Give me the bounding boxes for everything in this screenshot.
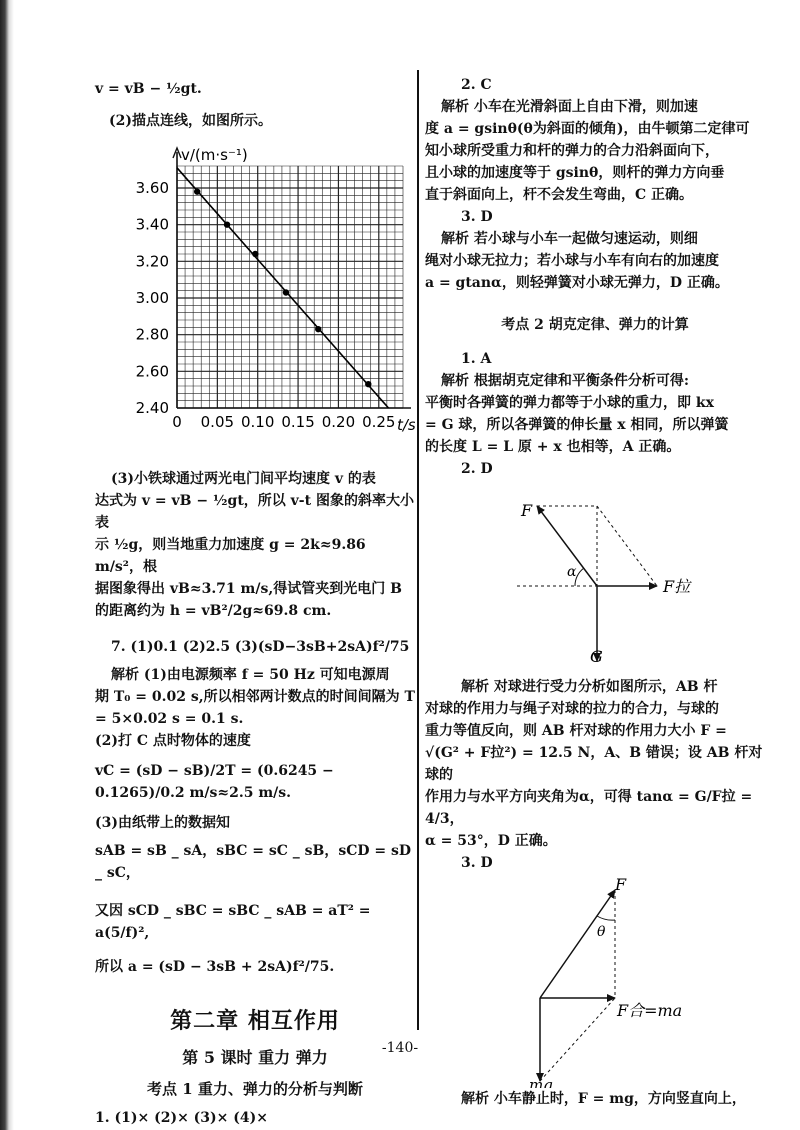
data-point [224, 221, 230, 227]
y-tick-label: 2.40 [135, 399, 169, 417]
y-tick-label: 3.20 [135, 252, 169, 271]
force-diagram-2-svg [425, 878, 765, 1088]
p2-q2-analysis-line6: α = 53°，D 正确。 [425, 833, 557, 849]
p2-q2-answer: 2. D [461, 461, 493, 477]
q7-analysis-line1: 解析 (1)由电源频率 f = 50 Hz 可知电源周 [111, 667, 390, 683]
binding-edge [0, 0, 22, 1130]
q7-analysis-line5: vC = (sD − sB)/2T = (0.6245 − 0.1265)/0.2 m/s≈2.5 m/s. [95, 763, 334, 801]
label-G: G [590, 647, 603, 666]
x-tick-label: 0.05 [200, 413, 235, 431]
p2-q1-analysis-line2: 平衡时各弹簧的弹力都等于小球的重力，即 kx [425, 395, 714, 411]
x-tick-label: 0 [172, 413, 182, 431]
p2-q1-analysis-line3: = G 球，所以各弹簧的伸长量 x 相同，所以弹簧 [425, 417, 729, 433]
right-column [425, 70, 765, 1110]
p2-q2-analysis-line3: 重力等值反向，则 AB 杆对球的作用力大小 F = [425, 723, 727, 739]
y-tick-label: 2.80 [135, 325, 169, 344]
data-point [283, 289, 289, 295]
column-divider [417, 70, 419, 1030]
data-point [315, 326, 321, 332]
data-point [252, 251, 258, 257]
q2-analysis-line4: 且小球的加速度等于 gsinθ，则杆的弹力方向垂 [425, 165, 725, 181]
p2-q1-analysis-line4: 的长度 L = L 原 + x 也相等，A 正确。 [425, 439, 681, 455]
vt-chart-svg [95, 136, 415, 466]
label-theta: θ [597, 924, 606, 940]
chapter-title: 第二章 相互作用 [170, 1008, 340, 1034]
part3-line2: 达式为 v = vB − ½gt，所以 v-t 图象的斜率大小表 [95, 493, 414, 531]
x-tick-label: 0.10 [241, 413, 275, 431]
q2-analysis-line1: 解析 小车在光滑斜面上自由下滑，则加速 [441, 99, 698, 115]
p2-q2-analysis-line5: 作用力与水平方向夹角为α，可得 tanα = G/F拉 = 4/3， [425, 789, 753, 827]
q7-analysis-line7: sAB = sB _ sA，sBC = sC _ sB，sCD = sD _ sC， [95, 843, 412, 881]
q7-analysis-line9: 所以 a = (sD − 3sB + 2sA)f²/75. [95, 959, 335, 975]
x-axis-label: t/s [397, 416, 415, 434]
label-Fhe: F合=ma [617, 1001, 683, 1020]
q7-analysis-line6: (3)由纸带上的数据知 [95, 815, 230, 831]
x-tick-label: 0.15 [281, 413, 315, 431]
part3-line5: 的距离约为 h = vB²/2g≈69.8 cm. [95, 603, 332, 619]
part3-line4: 据图象得出 vB≈3.71 m/s,得试管夹到光电门 B [95, 581, 402, 597]
p2-q2-analysis-line1: 解析 对球进行受力分析如图所示，AB 杆 [461, 679, 718, 695]
point1-title: 考点 1 重力、弹力的分析与判断 [147, 1080, 363, 1098]
y-tick-label: 2.60 [135, 362, 169, 381]
q2-analysis-line3: 知小球所受重力和杆的弹力的合力沿斜面向下， [425, 143, 719, 159]
q3-analysis-line2: 绳对小球无拉力；若小球与小车有向右的加速度 [425, 253, 719, 269]
step2-text: (2)描点连线，如图所示。 [109, 113, 272, 129]
p2-q1-analysis-line1: 解析 根据胡克定律和平衡条件分析可得: [441, 373, 690, 389]
vt-chart [95, 136, 415, 466]
dashed-diag [597, 506, 657, 586]
page-number: -140- [381, 1040, 419, 1056]
force-diagram-1 [425, 486, 765, 666]
point2-title: 考点 2 胡克定律、弹力的计算 [501, 317, 689, 333]
p2-q2-analysis-line4: √(G² + F拉²) = 12.5 N，A、B 错误；设 AB 杆对球的 [425, 745, 763, 783]
fit-line [177, 168, 388, 408]
q3-analysis-line1: 解析 若小球与小车一起做匀速运动，则细 [441, 231, 698, 247]
y-tick-label: 3.40 [135, 215, 169, 234]
label-F: F [521, 501, 533, 520]
x-tick-label: 0.20 [321, 413, 356, 431]
q2-analysis-line5: 直于斜面向上，杆不会发生弯曲，C 正确。 [425, 187, 694, 203]
p2-q1-answer: 1. A [461, 351, 492, 367]
label-mg: mg [529, 1076, 553, 1088]
y-tick-label: 3.60 [135, 179, 169, 197]
x-tick-label: 0.25 [362, 413, 396, 431]
label-F-2: F [615, 878, 627, 894]
p2-q3-analysis-line1: 解析 小车静止时，F = mg，方向竖直向上， [461, 1091, 746, 1107]
data-point [365, 381, 371, 387]
part3-line1: (3)小铁球通过两光电门间平均速度 v 的表 [111, 471, 376, 487]
data-point [194, 188, 200, 194]
angle-theta-arc [597, 916, 615, 920]
q3-analysis-line3: a = gtanα，则轻弹簧对小球无弹力，D 正确。 [425, 275, 729, 291]
label-alpha: α [567, 564, 577, 580]
q2-answer: 2. C [461, 77, 492, 93]
y-axis-label: v/(m·s⁻¹) [181, 146, 248, 164]
lesson-title: 第 5 课时 重力 弹力 [182, 1048, 328, 1067]
q3-answer: 3. D [461, 209, 493, 225]
label-Fla: F拉 [663, 577, 691, 596]
q7-analysis-line4: (2)打 C 点时物体的速度 [95, 733, 251, 749]
y-tick-label: 3.00 [135, 289, 169, 307]
part3-line3: 示 ½g，则当地重力加速度 g = 2k≈9.86 m/s²，根 [95, 537, 366, 575]
question7-answer: 7. (1)0.1 (2)2.5 (3)(sD−3sB+2sA)f²/75 [111, 639, 410, 655]
q7-analysis-line2: 期 T₀ = 0.02 s,所以相邻两计数点的时间间隔为 T [95, 689, 415, 705]
force-F-arrow-2 [540, 890, 615, 998]
q7-analysis-line3: = 5×0.02 s = 0.1 s. [95, 711, 244, 727]
left-column [95, 70, 415, 1129]
force-diagram-2 [425, 878, 765, 1088]
p2-q2-analysis-line2: 对球的作用力与绳子对球的拉力的合力，与球的 [425, 701, 719, 717]
q7-analysis-line8: 又因 sCD _ sBC = sBC _ sAB = aT² = a(5/f)², [95, 903, 371, 941]
q1-answers: 1. (1)× (2)× (3)× (4)× [95, 1110, 268, 1126]
p2-q3-answer: 3. D [461, 855, 493, 871]
force-diagram-1-svg [425, 486, 765, 666]
intro-equation: v = vB − ½gt. [95, 81, 202, 97]
q2-analysis-line2: 度 a = gsinθ(θ为斜面的倾角)，由牛顿第二定律可 [425, 121, 750, 137]
